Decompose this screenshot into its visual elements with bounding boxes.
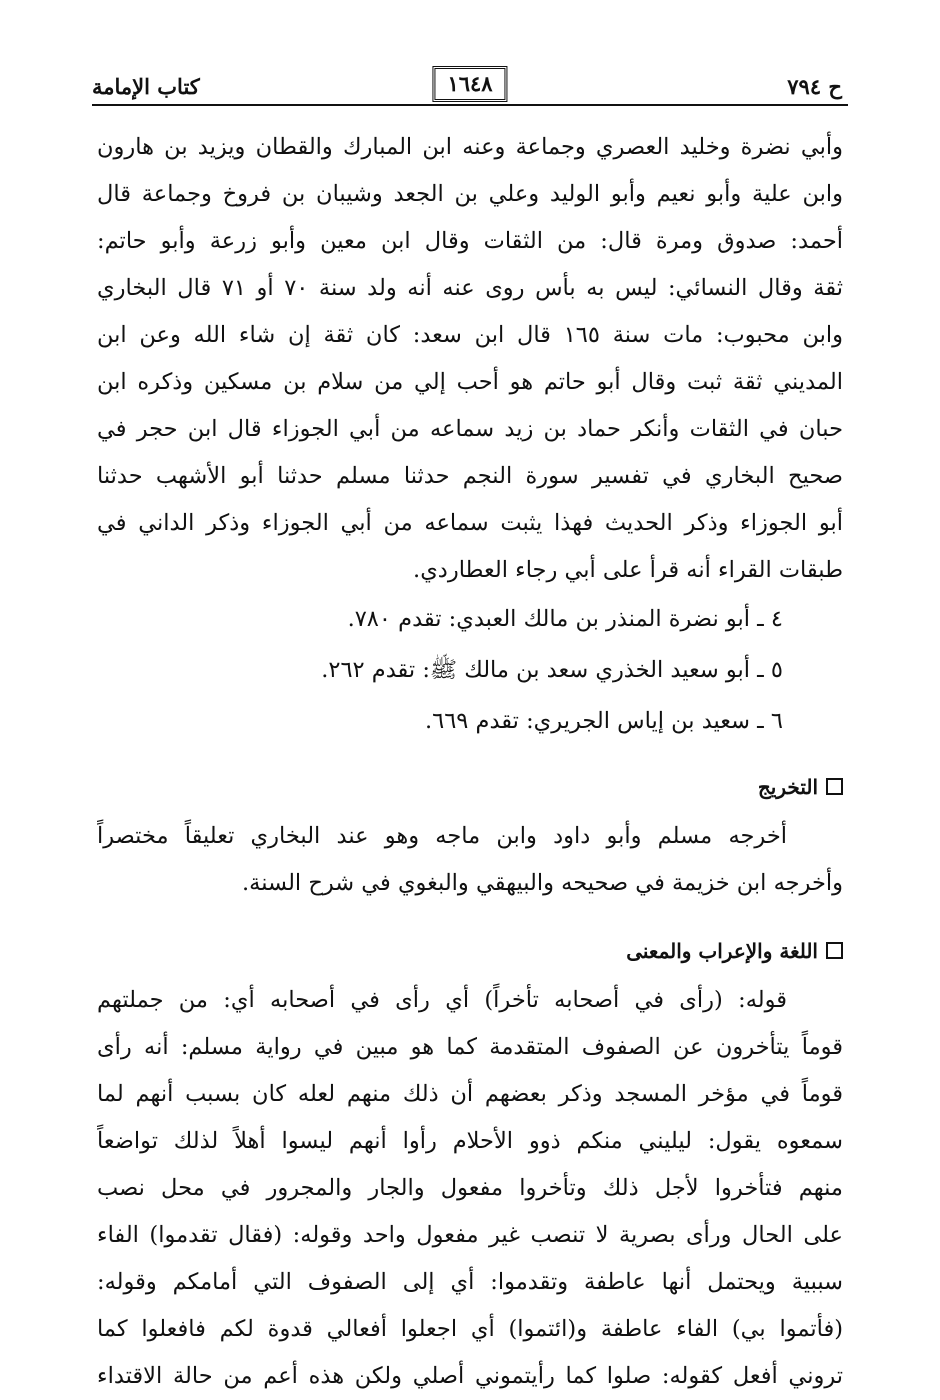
lugha-heading-label: اللغة والإعراب والمعنى <box>626 939 818 963</box>
square-bullet-icon <box>826 942 843 959</box>
text-line: أخرجه مسلم وأبو داود وابن ماجه وهو عند البخاري تعليقاً مختصراً <box>97 823 787 849</box>
text-line: على الحال ورأى بصرية لا تنصب غير مفعول واحد وقوله: (فقال تقدموا) الفاء <box>97 1222 843 1248</box>
square-bullet-icon <box>826 778 843 795</box>
text-line: قوماً في مؤخر المسجد وذكر بعضهم أن ذلك منهم لعله كان بسبب أنهم لما <box>97 1081 843 1107</box>
text-line: صحيح البخاري في تفسير سورة النجم حدثنا مسلم حدثنا أبو الأشهب حدثنا <box>97 463 843 489</box>
text-line: المديني ثقة ثبت وقال أبو حاتم هو أحب إلي من سلام بن مسكين وذكره ابن <box>97 369 843 395</box>
header-divider <box>92 104 848 106</box>
text-line: سمعوه يقول: ليليني منكم ذوو الأحلام رأوا أنهم ليسوا أهلاً لذلك تواضعاً <box>97 1128 843 1154</box>
takhrij-heading <box>97 761 843 813</box>
text-line: سببية ويحتمل أنها عاطفة وتقدموا: أي إلى الصفوف التي أمامكم وقوله: <box>97 1269 843 1295</box>
lugha-section <box>97 925 843 1400</box>
numbered-narrators <box>97 594 843 747</box>
text-line: منهم فتأخروا لأجل ذلك وتأخروا مفعول والجار والمجرور في محل نصب <box>97 1175 843 1201</box>
text-line: وأخرجه ابن خزيمة في صحيحه والبيهقي والبغوي في شرح السنة. <box>242 870 843 896</box>
narrator-item: ٦ ـ سعيد بن إياس الجريري: تقدم ٦٦٩. <box>424 708 783 734</box>
page-reference: ح ٧٩٤ <box>787 74 842 99</box>
takhrij-heading-label: التخريج <box>757 775 818 799</box>
text-line: وابن علية وأبو نعيم وأبو الوليد وعلي بن الجعد وشيبان بن فروخ وجماعة قال <box>97 181 843 207</box>
narrator-item: ٥ ـ أبو سعيد الخذري سعد بن مالك ﷺ: تقدم ٢٦٢. <box>321 657 783 683</box>
text-line: ثقة وقال النسائي: ليس به بأس روى عنه أنه ولد سنة ٧٠ أو ٧١ قال البخاري <box>97 275 843 301</box>
text-line: أحمد: صدوق ومرة قال: من الثقات وقال ابن معين وأبو زرعة وأبو حاتم: <box>97 228 843 254</box>
book-title: كتاب الإمامة <box>92 74 200 99</box>
lugha-heading <box>97 925 843 977</box>
page-header <box>92 68 848 108</box>
hadith-number-box: ١٦٤٨ <box>432 66 507 102</box>
text-line: تروني أفعل كقوله: صلوا كما رأيتموني أصلي ولكن هذه أعم من حالة الاقتداء <box>97 1363 843 1389</box>
text-line: (فأتموا بي) الفاء عاطفة و(ائتموا) أي اجعلوا أفعالي قدوة لكم فافعلوا كما <box>97 1316 843 1342</box>
text-line: قوماً يتأخرون عن الصفوف المتقدمة كما هو مبين في رواية مسلم: أنه رأى <box>97 1034 843 1060</box>
takhrij-section <box>97 761 843 907</box>
text-line: أبو الجوزاء وذكر الحديث فهذا يثبت سماعه من أبي الجوزاء وذكر الداني في <box>97 510 843 536</box>
text-line: وأبي نضرة وخليد العصري وجماعة وعنه ابن المبارك والقطان ويزيد بن هارون <box>97 134 843 160</box>
text-line: قوله: (رأى في أصحابه تأخراً) أي رأى في أصحابه أي: من جملتهم <box>97 987 787 1013</box>
narrator-biography <box>97 124 843 594</box>
text-line: وابن محبوب: مات سنة ١٦٥ قال ابن سعد: كان ثقة إن شاء الله وعن ابن <box>97 322 843 348</box>
narrator-item: ٤ ـ أبو نضرة المنذر بن مالك العبدي: تقدم ٧٨٠. <box>347 606 783 632</box>
text-line: طبقات القراء أنه قرأ على أبي رجاء العطاردي. <box>413 557 843 583</box>
main-text <box>97 124 843 1400</box>
text-line: حبان في الثقات وأنكر حماد بن زيد سماعه من أبي الجوزاء قال ابن حجر في <box>97 416 843 442</box>
